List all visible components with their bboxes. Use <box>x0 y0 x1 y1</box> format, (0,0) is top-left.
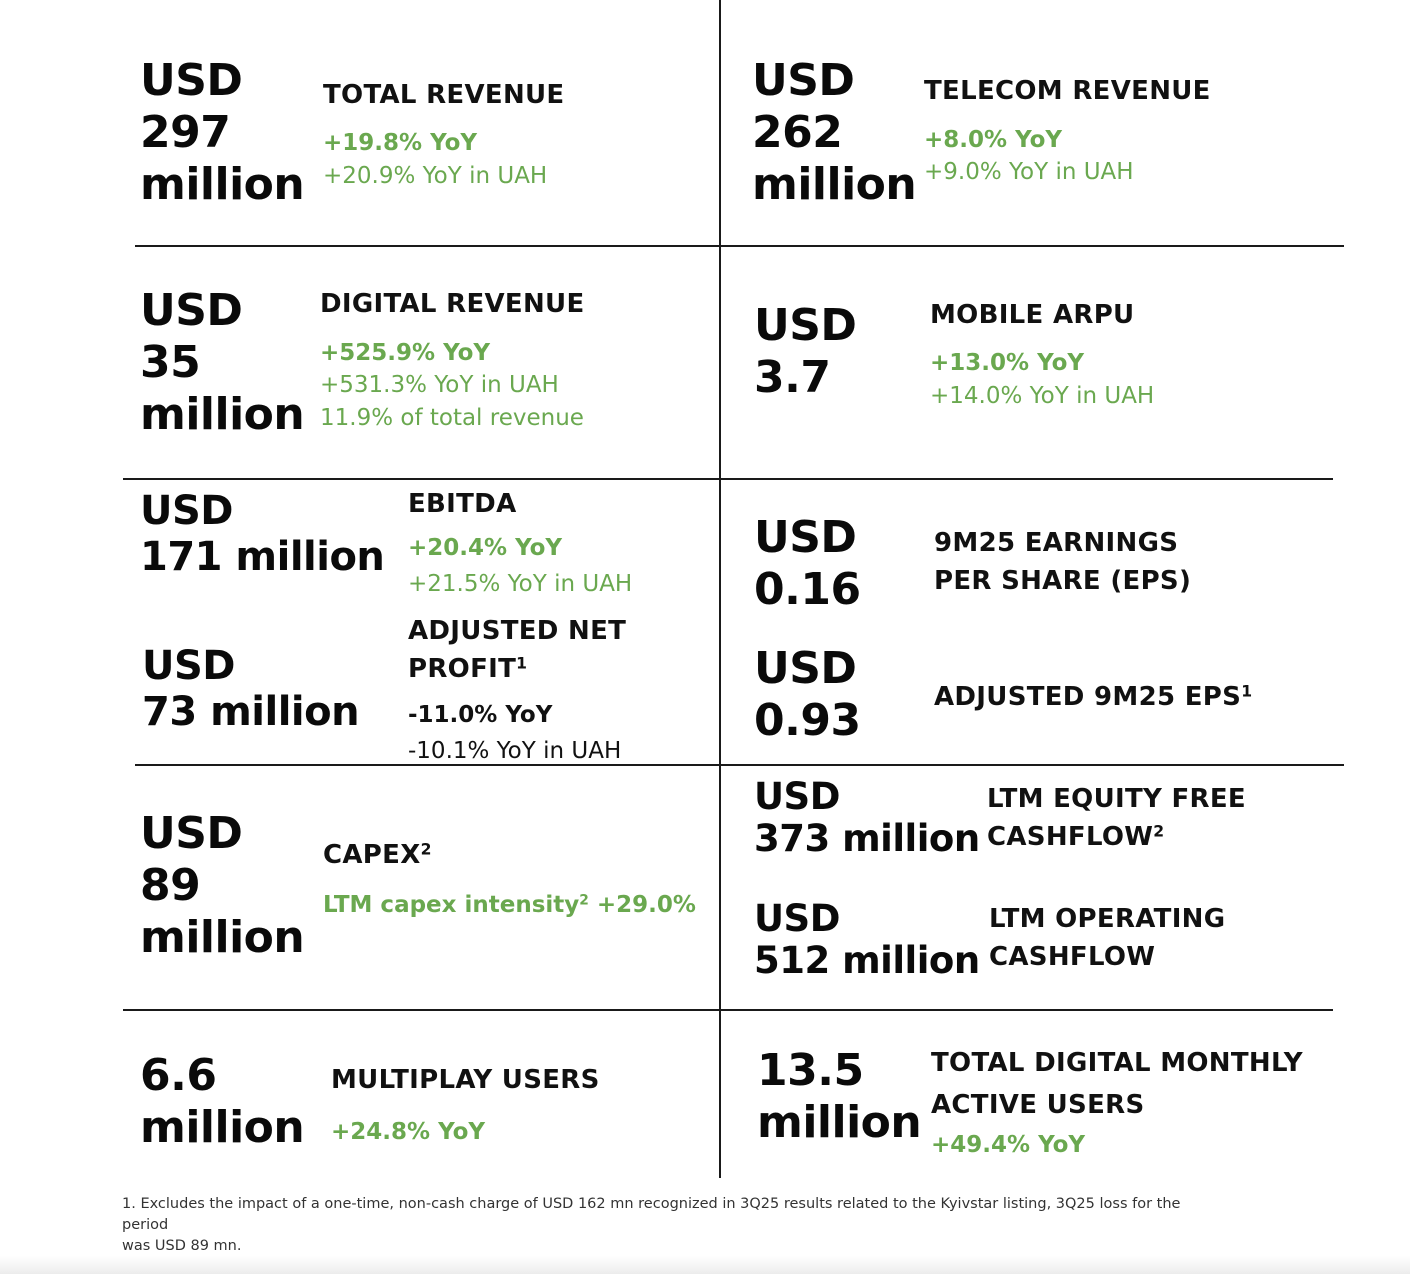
center-divider <box>719 0 721 1178</box>
capex-label: CAPEX$^2$ <box>323 840 432 870</box>
ebitda-label: EBITDA <box>408 489 517 519</box>
row-divider-4-left <box>123 1009 720 1011</box>
adjusted-net-profit-value: USD 73 million <box>142 643 360 735</box>
eps-value: USD 0.16 <box>754 512 861 615</box>
ebitda-value: USD 171 million <box>140 488 385 580</box>
multiplay-users-change: +24.8% YoY <box>331 1119 486 1145</box>
row-divider-4-right <box>721 1009 1333 1011</box>
mobile-arpu-change: +13.0% YoY <box>930 350 1085 376</box>
row-divider-1-left <box>135 245 720 247</box>
digital-mau-value: 13.5 million <box>757 1045 922 1148</box>
digital-revenue-change: +525.9% YoY <box>320 340 491 366</box>
adjusted-net-profit-change: -11.0% YoY <box>408 702 553 728</box>
digital-revenue-change-uah: +531.3% YoY in UAH <box>320 372 559 398</box>
operating-cashflow-label: LTM OPERATING CASHFLOW <box>989 904 1226 972</box>
digital-mau-label: TOTAL DIGITAL MONTHLY ACTIVE USERS <box>931 1048 1303 1120</box>
ebitda-change-uah: +21.5% YoY in UAH <box>408 571 633 597</box>
operating-cashflow-value: USD 512 million <box>754 897 980 982</box>
total-revenue-change: +19.8% YoY <box>323 130 478 156</box>
ebitda-change: +20.4% YoY <box>408 535 563 561</box>
eps-label: 9M25 EARNINGS PER SHARE (EPS) <box>934 528 1192 596</box>
equity-free-cashflow-label: LTM EQUITY FREE CASHFLOW$^2$ <box>987 784 1246 852</box>
digital-revenue-share: 11.9% of total revenue <box>320 405 584 431</box>
digital-revenue-label: DIGITAL REVENUE <box>320 289 585 319</box>
telecom-revenue-value: USD 262 million <box>752 55 917 210</box>
footnote-1-line-2: was USD 89 mn. <box>122 1238 242 1254</box>
multiplay-users-value: 6.6 million <box>140 1050 305 1153</box>
digital-revenue-value: USD 35 million <box>140 285 305 440</box>
capex-value: USD 89 million <box>140 808 305 963</box>
adjusted-net-profit-change-uah: -10.1% YoY in UAH <box>408 738 622 764</box>
capex-intensity: LTM capex intensity$^2$ +29.0% <box>323 892 696 918</box>
total-revenue-label: TOTAL REVENUE <box>323 80 565 110</box>
telecom-revenue-change-uah: +9.0% YoY in UAH <box>924 159 1134 185</box>
equity-free-cashflow-value: USD 373 million <box>754 775 980 860</box>
multiplay-users-label: MULTIPLAY USERS <box>331 1065 600 1095</box>
telecom-revenue-label: TELECOM REVENUE <box>924 76 1211 106</box>
mobile-arpu-change-uah: +14.0% YoY in UAH <box>930 383 1155 409</box>
row-divider-1-right <box>721 245 1344 247</box>
row-divider-2-left <box>123 478 720 480</box>
footnote-1-line-1: 1. Excludes the impact of a one-time, non-cash charge of USD 162 mn recognized in 3Q25 results related to the Kyivstar listing, 3Q25 loss for the period <box>122 1196 1181 1233</box>
total-revenue-change-uah: +20.9% YoY in UAH <box>323 163 548 189</box>
adjusted-eps-value: USD 0.93 <box>754 643 861 746</box>
mobile-arpu-label: MOBILE ARPU <box>930 300 1135 330</box>
row-divider-2-right <box>721 478 1333 480</box>
mobile-arpu-value: USD 3.7 <box>754 300 857 403</box>
adjusted-net-profit-label: ADJUSTED NET PROFIT$^1$ <box>408 616 627 684</box>
digital-mau-change: +49.4% YoY <box>931 1132 1086 1158</box>
bottom-shade <box>0 1256 1410 1274</box>
adjusted-eps-label: ADJUSTED 9M25 EPS$^1$ <box>934 682 1253 712</box>
telecom-revenue-change: +8.0% YoY <box>924 127 1063 153</box>
row-divider-3-right <box>721 764 1344 766</box>
total-revenue-value: USD 297 million <box>140 55 305 210</box>
